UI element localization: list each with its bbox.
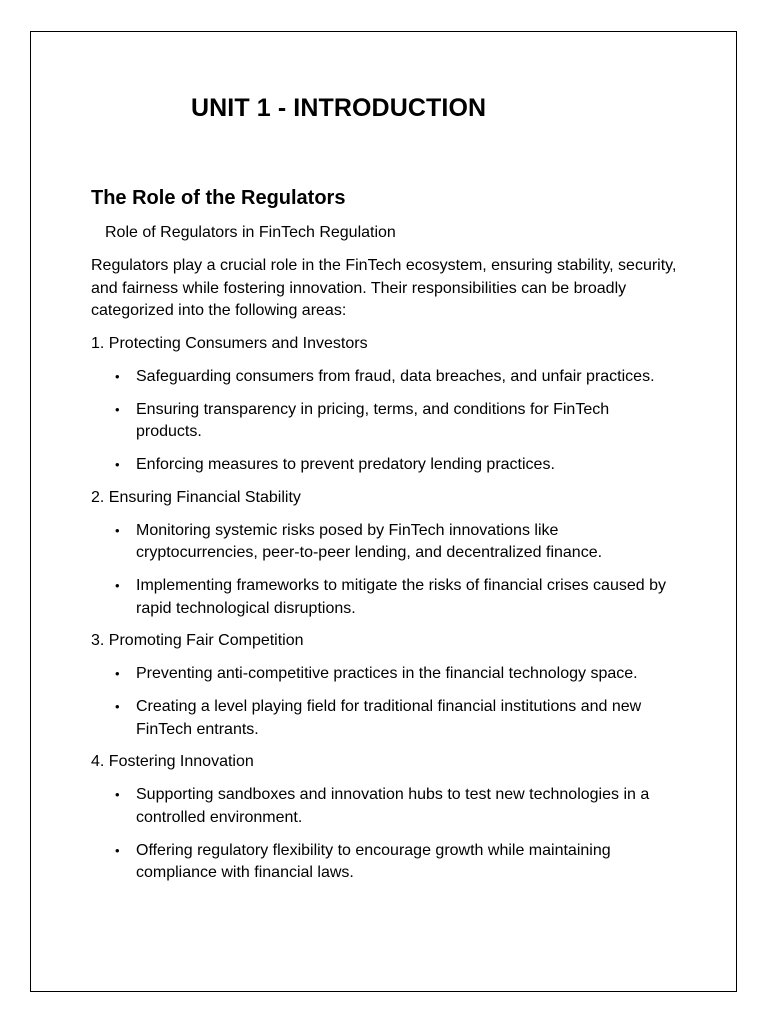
bullet-icon: • [115, 787, 120, 802]
list-item-text: Supporting sandboxes and innovation hubs to test new technologies in a controlled environment. [136, 786, 650, 826]
list-item-text: Implementing frameworks to mitigate the risks of financial crises caused by rapid technological disruptions. [136, 577, 666, 617]
unit-title: UNIT 1 - INTRODUCTION [191, 94, 487, 122]
page-content [91, 184, 681, 885]
list-item-text: Ensuring transparency in pricing, terms, and conditions for FinTech products. [136, 400, 610, 440]
bullet-list [91, 784, 681, 885]
subtitle: Role of Regulators in FinTech Regulation [105, 224, 396, 241]
section-title: The Role of the Regulators [91, 187, 346, 209]
bullet-icon: • [115, 401, 120, 417]
section-heading: 1. Protecting Consumers and Investors [91, 334, 368, 352]
list-item [115, 840, 681, 885]
list-item-text: Safeguarding consumers from fraud, data breaches, and unfair practices. [136, 367, 655, 385]
section-financial-stability [91, 487, 681, 621]
list-item-text: Creating a level playing field for traditional financial institutions and new FinTech entrants. [136, 698, 642, 738]
section-fostering-innovation [91, 751, 681, 885]
intro-paragraph: Regulators play a crucial role in the FinTech ecosystem, ensuring stability, security, and fairness while fostering innovation. Their responsibilities can be broadly categorized into the following areas: [91, 257, 677, 319]
bullet-icon: • [115, 666, 120, 681]
section-fair-competition [91, 630, 681, 741]
list-item [115, 520, 681, 565]
list-item [115, 399, 681, 444]
list-item-text: Monitoring systemic risks posed by FinTech innovations like cryptocurrencies, peer-to-peer lending, and decentralized finance. [136, 521, 603, 561]
section-heading: 4. Fostering Innovation [91, 753, 254, 770]
bullet-list [91, 366, 681, 477]
list-item [115, 575, 681, 620]
bullet-icon: • [115, 699, 120, 714]
list-item-text: Enforcing measures to prevent predatory lending practices. [136, 456, 555, 473]
bullet-icon: • [115, 578, 120, 593]
bullet-icon: • [115, 842, 120, 858]
bullet-icon: • [115, 368, 120, 384]
section-heading: 3. Promoting Fair Competition [91, 632, 304, 649]
bullet-list [91, 520, 681, 621]
list-item [115, 663, 681, 686]
bullet-list [91, 663, 681, 741]
document-page [30, 31, 737, 992]
section-heading: 2. Ensuring Financial Stability [91, 488, 301, 506]
list-item [115, 454, 681, 477]
list-item-text: Offering regulatory flexibility to encourage growth while maintaining compliance with financial laws. [136, 841, 611, 881]
bullet-icon: • [115, 457, 120, 472]
list-item [115, 696, 681, 741]
bullet-icon: • [115, 522, 120, 538]
section-protecting-consumers [91, 333, 681, 477]
list-item [115, 784, 681, 829]
list-item [115, 366, 681, 389]
list-item-text: Preventing anti-competitive practices in the financial technology space. [136, 665, 638, 682]
